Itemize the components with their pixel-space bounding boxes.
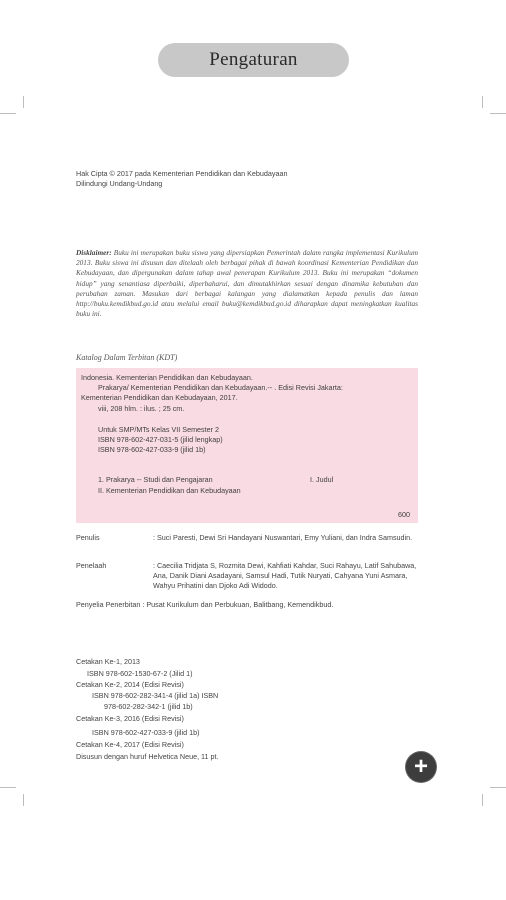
crop-mark (490, 787, 506, 788)
crop-mark (0, 113, 16, 114)
kdt-line: ISBN 978-602-427-033-9 (jilid 1b) (98, 445, 206, 454)
print-history-line: Cetakan Ke-3, 2016 (Edisi Revisi) (76, 714, 184, 723)
kdt-line: Indonesia. Kementerian Pendidikan dan Kebudayaan. (81, 373, 253, 382)
katalog-title: Katalog Dalam Terbitan (KDT) (76, 353, 178, 362)
kdt-line: II. Kementerian Pendidikan dan Kebudayaan (98, 486, 241, 495)
copyright-notice: Dilindungi Undang-Undang (76, 179, 163, 188)
kdt-line: 1. Prakarya -- Studi dan Pengajaran (98, 475, 213, 484)
crop-mark (482, 794, 483, 806)
print-history-line: Cetakan Ke-1, 2013 (76, 657, 140, 666)
page-title: Pengaturan (209, 49, 298, 70)
disclaimer-paragraph (76, 248, 418, 319)
penulis-value: : Suci Paresti, Dewi Sri Handayani Nuswantari, Emy Yuliani, dan Indra Samsudin. (153, 533, 413, 542)
penelaah-value: : Caecilia Tridjata S, Rozmita Dewi, Kahfiati Kahdar, Suci Rahayu, Latif Sahubawa, Ana, Danik Diani Asadayani, Samsul Hadi, Tutik Nuryati, Cahyana Yuni Asmara, Wahyu Prihatini dan Djoko Adi Widodo. (153, 561, 417, 590)
kdt-box (76, 368, 418, 523)
settings-header-button[interactable] (158, 43, 349, 77)
kdt-line: Prakarya/ Kementerian Pendidikan dan Kebudayaan.-- . Edisi Revisi Jakarta: (98, 383, 343, 392)
penelaah-label: Penelaah (76, 561, 107, 570)
kdt-line: viii, 208 hlm. : ilus. ; 25 cm. (98, 404, 185, 413)
penyelia-line: Penyelia Penerbitan : Pusat Kurikulum dan Perbukuan, Balitbang, Kemendikbud. (76, 600, 334, 609)
print-history-line: Cetakan Ke-4, 2017 (Edisi Revisi) (76, 740, 184, 749)
kdt-line: Kementerian Pendidikan dan Kebudayaan, 2017. (81, 393, 238, 402)
print-history-line: ISBN 978-602-282-341-4 (jilid 1a) ISBN (92, 691, 219, 700)
crop-mark (482, 96, 483, 108)
print-history-line: Cetakan Ke-2, 2014 (Edisi Revisi) (76, 680, 184, 689)
crop-mark (23, 96, 24, 108)
crop-mark (23, 794, 24, 806)
kdt-line: Untuk SMP/MTs Kelas VII Semester 2 (98, 425, 220, 434)
crop-mark (490, 113, 506, 114)
print-history-line: 978-602-282-342-1 (jilid 1b) (104, 702, 193, 711)
plus-icon: + (413, 752, 428, 780)
print-history-line: Disusun dengan huruf Helvetica Neue, 11 pt. (76, 752, 219, 761)
print-history-line: ISBN 978-602-427-033-9 (jilid 1b) (92, 728, 200, 737)
copyright-line: Hak Cipta © 2017 pada Kementerian Pendidikan dan Kebudayaan (76, 169, 288, 178)
kdt-class-number: 600 (398, 510, 410, 519)
zoom-in-button[interactable] (406, 752, 436, 782)
kdt-line: ISBN 978-602-427-031-5 (jilid lengkap) (98, 435, 223, 444)
crop-mark (0, 787, 16, 788)
penulis-label: Penulis (76, 533, 100, 542)
kdt-line: I. Judul (310, 475, 334, 484)
print-history-line: ISBN 978-602-1530-67-2 (Jilid 1) (87, 669, 193, 678)
disclaimer-text: Buku ini merupakan buku siswa yang dipersiapkan Pemerintah dalam rangka implementasi Kurikulum 2013. Buku siswa ini disusun dan ditelaah oleh berbagai pihak di bawah koordinasi Kementerian Pendidikan dan Kebudayaan, dan dipergunakan dalam tahap awal penerapan Kurikulum 2013. Buku ini merupakan “dokumen hidup” yang senantiasa diperbaiki, diperbaharui, dan dimutakhirkan sesuai dengan dinamika kebutuhan dan perubahan zaman. Masukan dari berbagai kalangan yang dialamatkan kepada penulis dan laman http://buku.kemdikbud.go.id atau melalui email buku@kemdikbud.go.id diharapkan dapat meningkatkan kualitas buku ini. (76, 248, 418, 319)
disclaimer-label: Disklaimer: (76, 248, 112, 257)
